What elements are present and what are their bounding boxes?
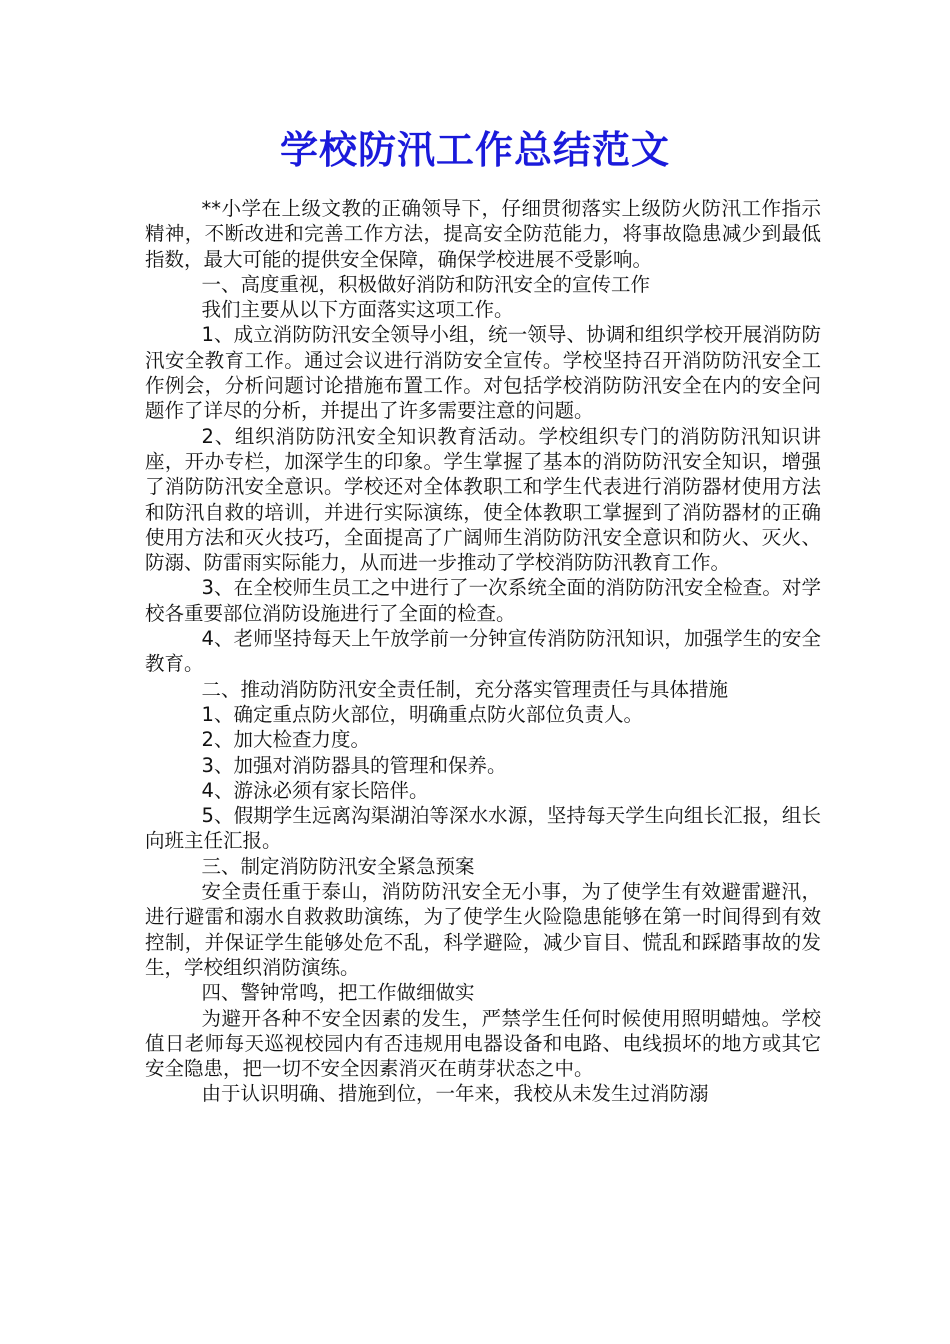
list-item: 5、假期学生远离沟渠湖泊等深水水源，坚持每天学生向组长汇报，组长向班主任汇报。 <box>145 804 821 853</box>
list-item: 2、组织消防防汛安全知识教育活动。学校组织专门的消防防汛知识讲座，开办专栏，加深学生的印象。学生掌握了基本的消防防汛安全知识，增强了消防防汛安全意识。学校还对全体教职工和学生代表进行消防器材使用方法和防汛自救的培训，并进行实际演练，使全体教职工掌握到了消防器材的正确使用方法和灭火技巧，全面提高了广阔师生消防防汛安全意识和防火、灭火、防溺、防雷雨实际能力，从而进一步推动了学校消防防汛教育工作。 <box>145 424 821 575</box>
section-heading-1: 一、高度重视，积极做好消防和防汛安全的宣传工作 <box>201 272 651 296</box>
list-item: 3、在全校师生员工之中进行了一次系统全面的消防防汛安全检查。对学校各重要部位消防设施进行了全面的检查。 <box>145 576 821 625</box>
section-heading-4: 四、警钟常鸣，把工作做细做实 <box>201 981 475 1005</box>
list-item: 1、成立消防防汛安全领导小组，统一领导、协调和组织学校开展消防防汛安全教育工作。通过会议进行消防安全宣传。学校坚持召开消防防汛安全工作例会，分析问题讨论措施布置工作。对包括学校消防防汛安全在内的安全问题作了详尽的分析，并提出了许多需要注意的问题。 <box>145 323 821 423</box>
section-heading-2: 二、推动消防防汛安全责任制，充分落实管理责任与具体措施 <box>201 677 729 701</box>
list-item: 4、游泳必须有家长陪伴。 <box>201 778 429 802</box>
list-item: 2、加大检查力度。 <box>201 728 370 752</box>
list-item: 1、确定重点防火部位，明确重点防火部位负责人。 <box>201 702 643 726</box>
paragraph: 为避开各种不安全因素的发生，严禁学生任何时候使用照明蜡烛。学校值日老师每天巡视校园内有否违规用电器设备和电路、电线损坏的地方或其它安全隐患，把一切不安全因素消灭在萌芽状态之中。 <box>145 1006 821 1081</box>
document-title: 学校防汛工作总结范文 <box>279 127 670 172</box>
list-item: 3、加强对消防器具的管理和保养。 <box>201 753 507 777</box>
paragraph-intro: **小学在上级文教的正确领导下，仔细贯彻落实上级防火防汛工作指示精神，不断改进和完善工作方法，提高安全防范能力，将事故隐患减少到最低指数，最大可能的提供安全保障，确保学校进展不受影响。 <box>145 197 821 271</box>
paragraph: 我们主要从以下方面落实这项工作。 <box>201 298 514 322</box>
list-item: 4、老师坚持每天上午放学前一分钟宣传消防防汛知识，加强学生的安全教育。 <box>145 627 821 676</box>
section-heading-3: 三、制定消防防汛安全紧急预案 <box>201 854 475 878</box>
document-body <box>145 196 821 1107</box>
paragraph: 由于认识明确、措施到位，一年来，我校从未发生过消防溺 <box>201 1082 709 1106</box>
paragraph: 安全责任重于泰山，消防防汛安全无小事，为了使学生有效避雷避汛，进行避雷和溺水自救救助演练，为了使学生火险隐患能够在第一时间得到有效控制，并保证学生能够处危不乱，科学避险，减少盲目、慌乱和踩踏事故的发生，学校组织消防演练。 <box>145 880 821 979</box>
